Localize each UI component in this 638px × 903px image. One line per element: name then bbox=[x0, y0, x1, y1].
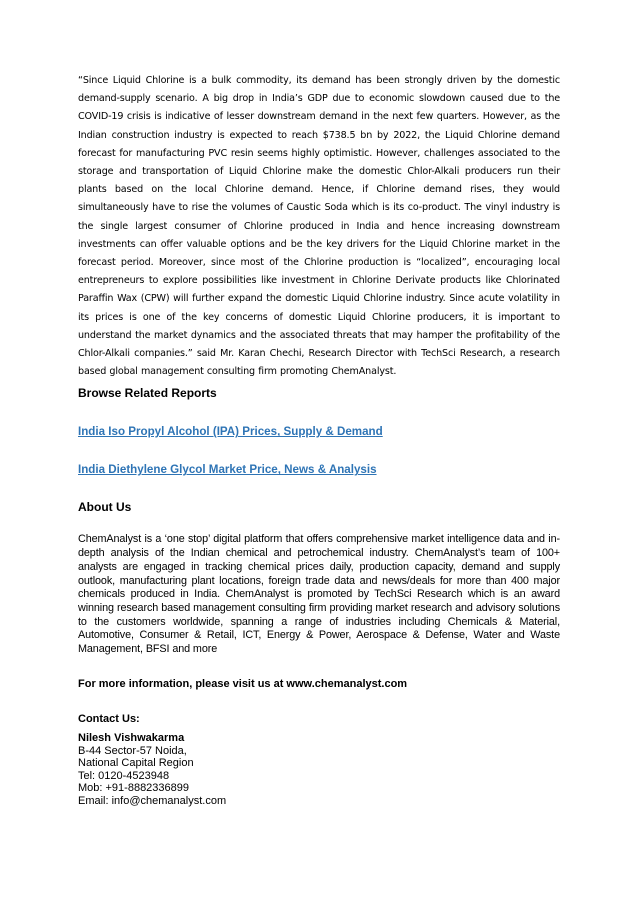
contact-tel: Tel: 0120-4523948 bbox=[78, 769, 170, 782]
contact-address-line-2: National Capital Region bbox=[78, 757, 194, 770]
contact-email: Email: info@chemanalyst.com bbox=[78, 794, 227, 807]
press-quote: “Since Liquid Chlorine is a bulk commodity, its demand has been strongly driven by the domestic demand-supply scenario. A big drop in India’s GDP due to economic slowdown caused due to the COVID-19 crisis is indicative of lesser downstream demand in the next few quarters. However, as the Indian construction industry is expected to reach $738.5 bn by 2022, the Liquid Chlorine demand forecast for manufacturing PVC resin seems highly optimistic. However, challenges associated to the storage and transportation of Liquid Chlorine make the domestic Chlor-Alkali producers run their plants based on the local Chlorine demand. Hence, if Chlorine demand rises, they would simultaneously have to rise the volumes of Caustic Soda which is its co-product. The vinyl industry is the single largest consumer of Chlorine produced in India and hence increasing downstream investments can offer valuable options and be the key drivers for the Liquid Chlorine market in the forecast period. Moreover, since most of the Chlorine production is “localized”, encouraging local entrepreneurs to explore possibilities like investment in Chlorine Derivate products like Chlorinated Paraffin Wax (CPW) will further expand the domestic Liquid Chlorine industry. Since acute volatility in its prices is one of the key concerns of domestic Liquid Chlorine producers, it is important to understand the market dynamics and the associated threats that may hamper the profitability of the Chlor-Alkali companies.” said Mr. Karan Chechi, Research Director with TechSci Research, a research based global management consulting firm promoting ChemAnalyst. bbox=[78, 75, 560, 378]
related-report-link-ipa[interactable]: India Iso Propyl Alcohol (IPA) Prices, Supply & Demand bbox=[78, 425, 383, 439]
about-us-heading: About Us bbox=[78, 500, 132, 515]
more-info-line: For more information, please visit us at www.chemanalyst.com bbox=[78, 677, 408, 690]
related-reports-heading: Browse Related Reports bbox=[78, 386, 217, 401]
about-us-text: ChemAnalyst is a ‘one stop’ digital platform that offers comprehensive market intelligence data and in-depth analysis of the Indian chemical and petrochemical industry. ChemAnalyst’s team of 100+ analysts are engaged in tracking chemical prices daily, production capacity, demand and supply outlook, manufacturing plant locations, foreign trade data and news/deals for more than 400 major chemicals produced in India. ChemAnalyst is promoted by TechSci Research which is an award winning research based management consulting firm providing market research and advisory solutions to the customers worldwide, spanning a range of industries including Chemicals & Material, Automotive, Consumer & Retail, ICT, Energy & Power, Aerospace & Defense, Water and Waste Management, BFSI and more bbox=[78, 533, 560, 656]
contact-name: Nilesh Vishwakarma bbox=[78, 731, 185, 744]
document-page bbox=[78, 72, 560, 807]
contact-heading: Contact Us: bbox=[78, 712, 140, 725]
related-report-link-deg[interactable]: India Diethylene Glycol Market Price, News & Analysis bbox=[78, 463, 377, 477]
contact-address-line-1: B-44 Sector-57 Noida, bbox=[78, 744, 187, 757]
contact-mob: Mob: +91-8882336899 bbox=[78, 782, 190, 795]
